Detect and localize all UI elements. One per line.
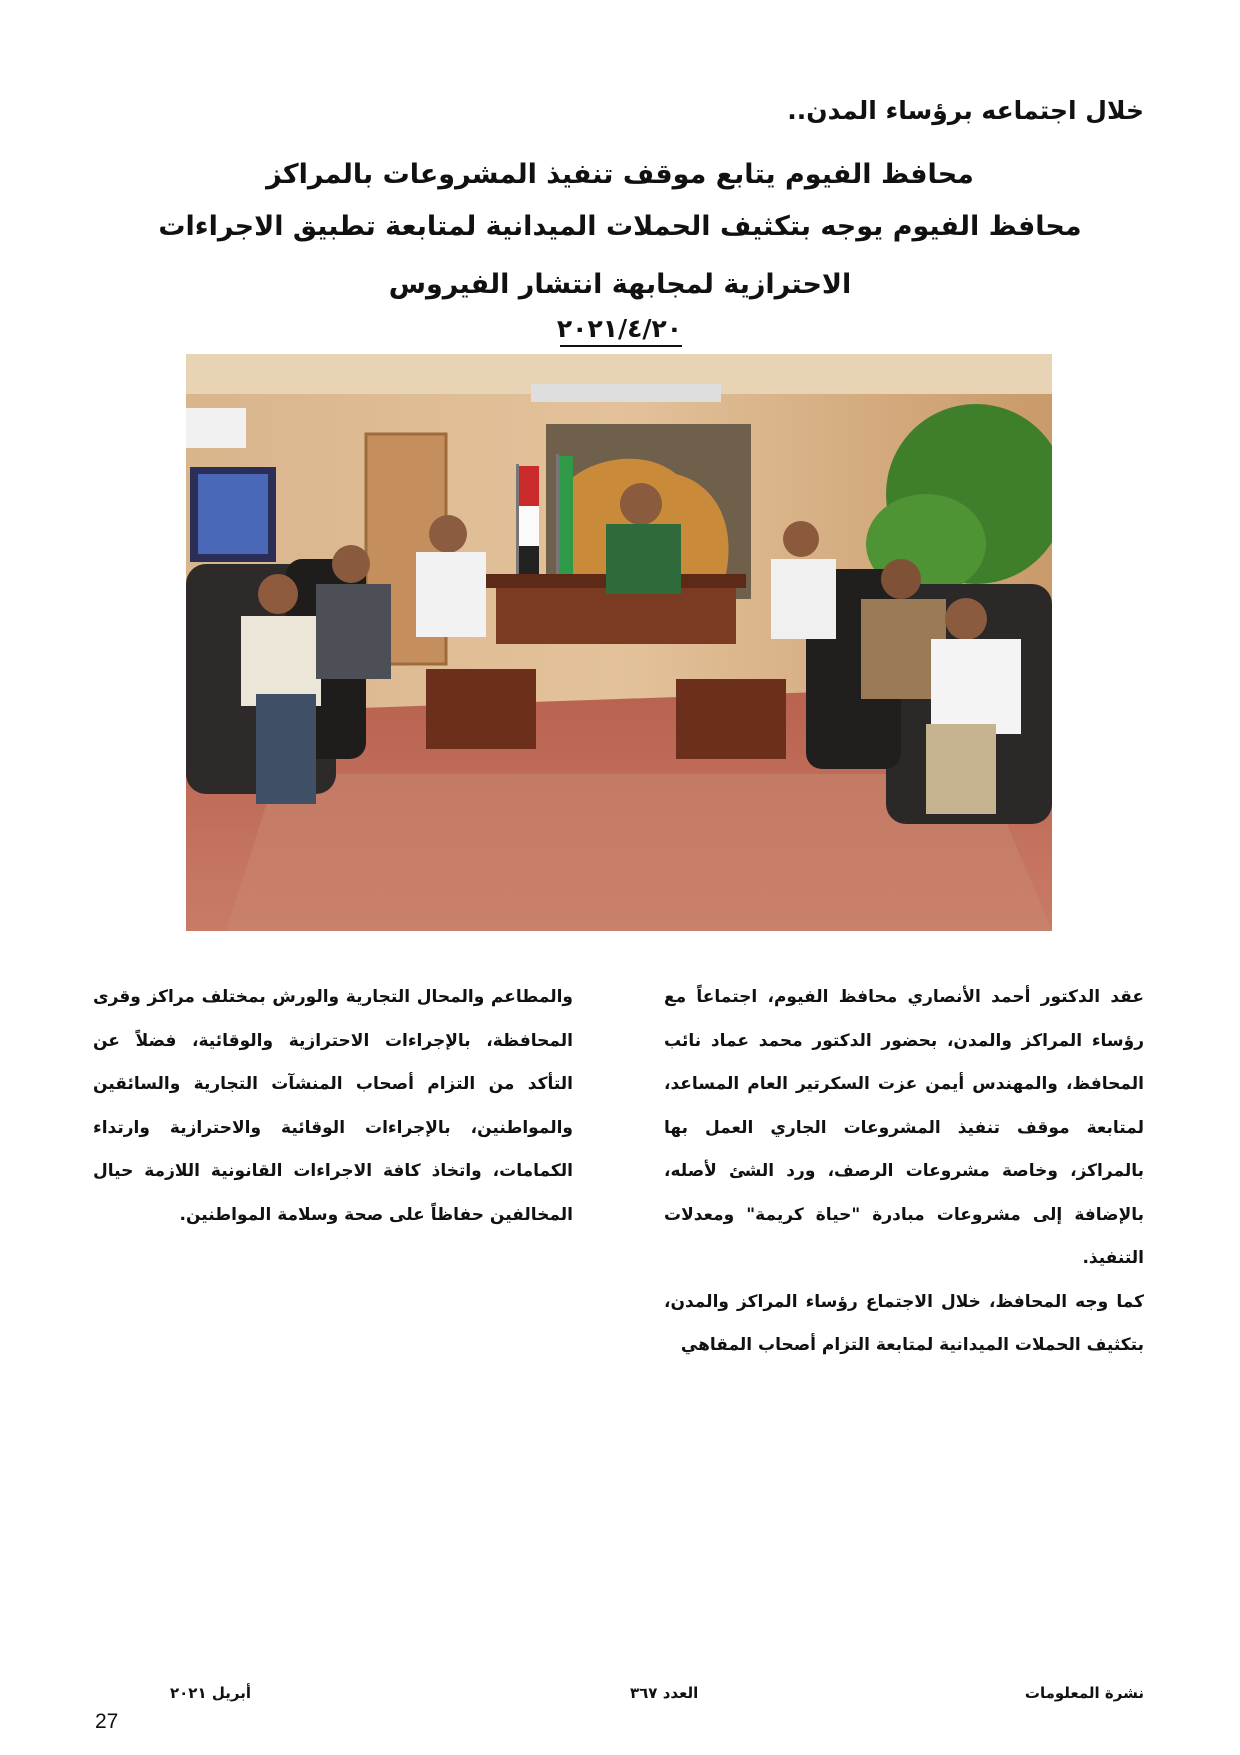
headline-main: محافظ الفيوم يتابع موقف تنفيذ المشروعات بالمراكز [266, 159, 974, 190]
headline-sub: محافظ الفيوم يوجه بتكثيف الحملات الميدانية لمتابعة تطبيق الاجراءات الاحترازية لمجابهة انتشار الفيروس [158, 211, 1082, 300]
article-date: ٢٠٢١/٤/٢٠ [560, 314, 682, 347]
meeting-photo [186, 354, 1052, 931]
article-paragraph: والمطاعم والمحال التجارية والورش بمختلف مراكز وقرى المحافظة، بالإجراءات الاحترازية والوقائية، فضلاً عن التأكد من التزام أصحاب المنشآت التجارية والسائقين والمواطنين، بالإجراءات الوقائية والاحترازية وارتداء الكمامات، واتخاذ كافة الاجراءات القانونية اللازمة حيال المخالفين حفاظاً على صحة وسلامة المواطنين. [93, 987, 573, 1225]
page-number: 27 [95, 1710, 119, 1733]
article-paragraph: كما وجه المحافظ، خلال الاجتماع رؤساء المراكز والمدن، بتكثيف الحملات الميدانية لمتابعة التزام أصحاب المقاهي [664, 1291, 1144, 1355]
article-paragraph: عقد الدكتور أحمد الأنصاري محافظ الفيوم، اجتماعاً مع رؤساء المراكز والمدن، بحضور الدكتور محمد عماد نائب المحافظ، والمهندس أيمن عزت السكرتير العام المساعد، لمتابعة موقف تنفيذ المشروعات الجاري العمل بها بالمراكز، وخاصة مشروعات الرصف، ورد الشئ لأصله، بالإضافة إلى مشروعات مبادرة "حياة كريمة" ومعدلات التنفيذ. [664, 987, 1144, 1268]
footer-publication: نشرة المعلومات [1024, 1684, 1144, 1702]
article-kicker: خلال اجتماعه برؤساء المدن.. [787, 96, 1144, 125]
footer-issue: العدد ٣٦٧ [630, 1684, 699, 1702]
article-column-right [664, 976, 1144, 1368]
footer-month: أبريل ٢٠٢١ [170, 1684, 251, 1702]
article-column-left [93, 976, 573, 1237]
